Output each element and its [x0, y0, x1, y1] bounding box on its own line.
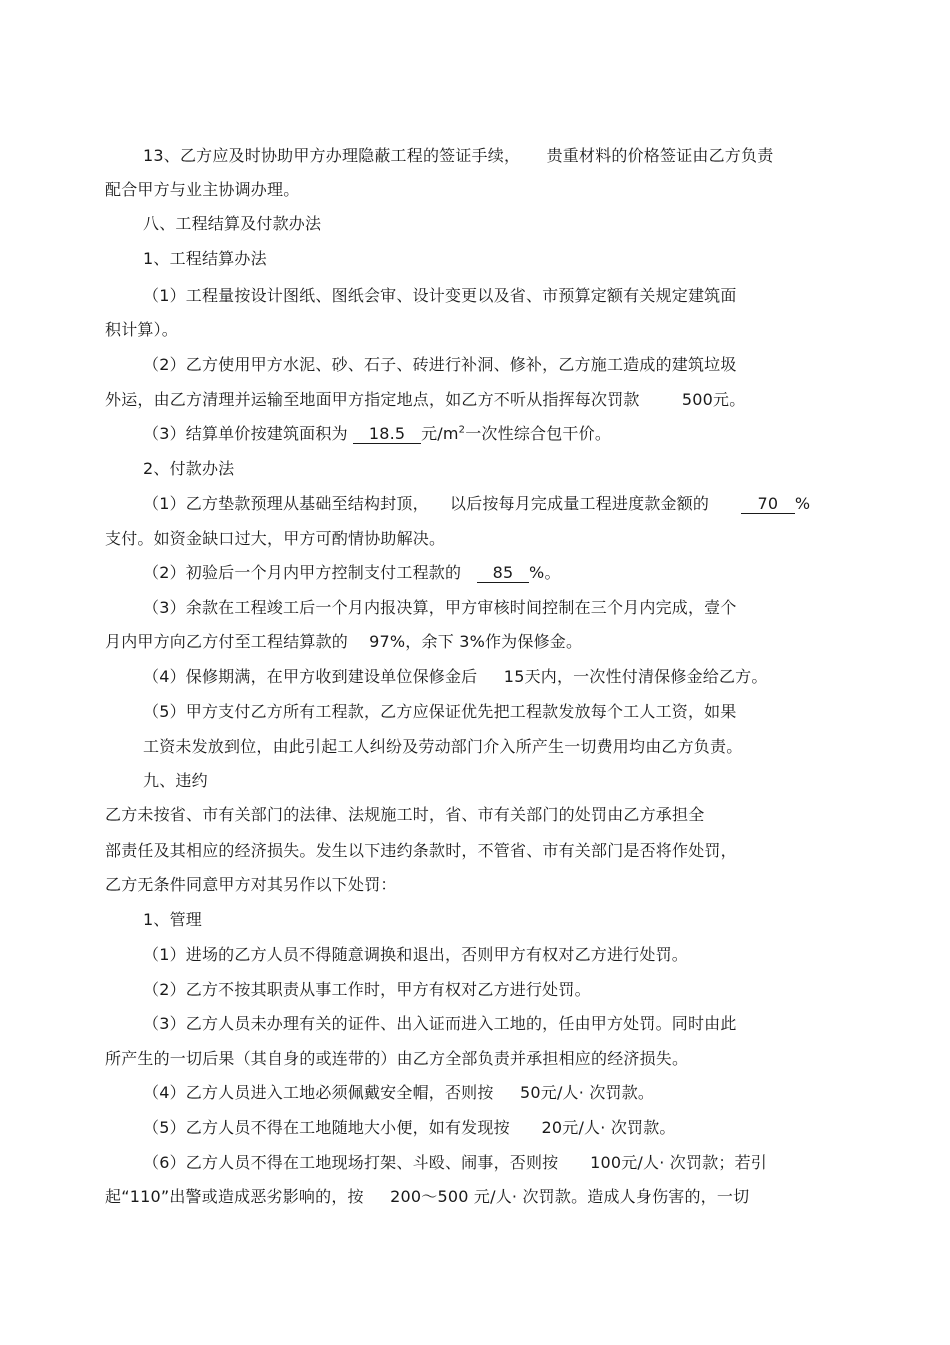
payment-item-2-prefix: （2）初验后一个月内甲方控制支付工程款的	[143, 563, 462, 582]
payment-item-1-line-2: 支付。如资金缺口过大，甲方可酌情协助解决。	[105, 529, 446, 548]
settlement-item-1-line-2: 积计算）。	[105, 320, 179, 339]
payment-item-1-prefix: （1）乙方垫款预理从基础至结构封顶， 以后按每月完成量工程进度款金额的	[143, 494, 710, 513]
subsection-management-heading: 1、管理	[143, 910, 202, 929]
settlement-item-2-line-1: （2）乙方使用甲方水泥、砂、石子、砖进行补洞、修补，乙方施工造成的建筑垃圾	[143, 355, 737, 374]
payment-item-5-line-2: 工资未发放到位，由此引起工人纠纷及劳动部门介入所产生一切费用均由乙方负责。	[143, 737, 743, 756]
section-8-heading: 八、工程结算及付款办法	[143, 214, 322, 233]
payment-item-2	[143, 563, 561, 583]
breach-intro-line-2: 部责任及其相应的经济损失。发生以下违约条款时，不管省、市有关部门是否将作处罚，	[105, 841, 737, 860]
payment-item-3-line-2: 月内甲方向乙方付至工程结算款的 97%，余下 3%作为保修金。	[105, 632, 583, 651]
management-item-4: （4）乙方人员进入工地必须佩戴安全帽，否则按 50元/人· 次罚款。	[143, 1083, 655, 1102]
payment-item-1-suffix: %	[794, 494, 811, 513]
subsection-payment-heading: 2、付款办法	[143, 459, 235, 478]
settlement-item-3	[143, 424, 611, 444]
unit-price-value: 18.5	[353, 425, 421, 444]
management-item-5: （5）乙方人员不得在工地随地大小便，如有发现按 20元/人· 次罚款。	[143, 1118, 676, 1137]
payment-item-3-line-1: （3）余款在工程竣工后一个月内报决算，甲方审核时间控制在三个月内完成，壹个	[143, 598, 737, 617]
subsection-settlement-heading: 1、工程结算办法	[143, 249, 267, 268]
progress-payment-percent: 70	[741, 495, 795, 514]
section-9-heading: 九、违约	[143, 771, 208, 790]
settlement-item-1-line-1: （1）工程量按设计图纸、图纸会审、设计变更以及省、市预算定额有关规定建筑面	[143, 286, 737, 305]
management-item-1: （1）进场的乙方人员不得随意调换和退出，否则甲方有权对乙方进行处罚。	[143, 945, 688, 964]
settlement-item-3-suffix: 一次性综合包干价。	[465, 424, 612, 443]
payment-item-4: （4）保修期满，在甲方收到建设单位保修金后 15天内，一次性付清保修金给乙方。	[143, 667, 768, 686]
payment-item-5-line-1: （5）甲方支付乙方所有工程款，乙方应保证优先把工程款发放每个工人工资，如果	[143, 702, 737, 721]
breach-intro-line-3: 乙方无条件同意甲方对其另作以下处罚：	[105, 875, 397, 894]
clause-13-line-2: 配合甲方与业主协调办理。	[105, 180, 300, 199]
clause-13-line-1: 13、乙方应及时协助甲方办理隐蔽工程的签证手续， 贵重材料的价格签证由乙方负责	[143, 146, 774, 165]
breach-intro-line-1: 乙方未按省、市有关部门的法律、法规施工时，省、市有关部门的处罚由乙方承担全	[105, 805, 705, 824]
payment-item-1-line-1	[143, 494, 810, 514]
unit-price-unit: 元/m	[421, 424, 459, 443]
settlement-item-2-line-2: 外运，由乙方清理并运输至地面甲方指定地点，如乙方不听从指挥每次罚款 500元。	[105, 390, 746, 409]
settlement-item-3-prefix: （3）结算单价按建筑面积为	[143, 424, 348, 443]
management-item-3-line-2: 所产生的一切后果（其自身的或连带的）由乙方全部负责并承担相应的经济损失。	[105, 1049, 689, 1068]
acceptance-payment-percent: 85	[477, 564, 529, 583]
unit-price-superscript: 2	[458, 424, 466, 436]
management-item-3-line-1: （3）乙方人员未办理有关的证件、出入证而进入工地的，任由甲方处罚。同时由此	[143, 1014, 737, 1033]
management-item-2: （2）乙方不按其职责从事工作时，甲方有权对乙方进行处罚。	[143, 980, 591, 999]
management-item-6-line-1: （6）乙方人员不得在工地现场打架、斗殴、闹事，否则按 100元/人· 次罚款；若引	[143, 1153, 767, 1172]
management-item-6-line-2: 起“110”出警或造成恶劣影响的，按 200～500 元/人· 次罚款。造成人身伤害的，一切	[105, 1187, 750, 1206]
payment-item-2-suffix: %。	[529, 563, 561, 582]
